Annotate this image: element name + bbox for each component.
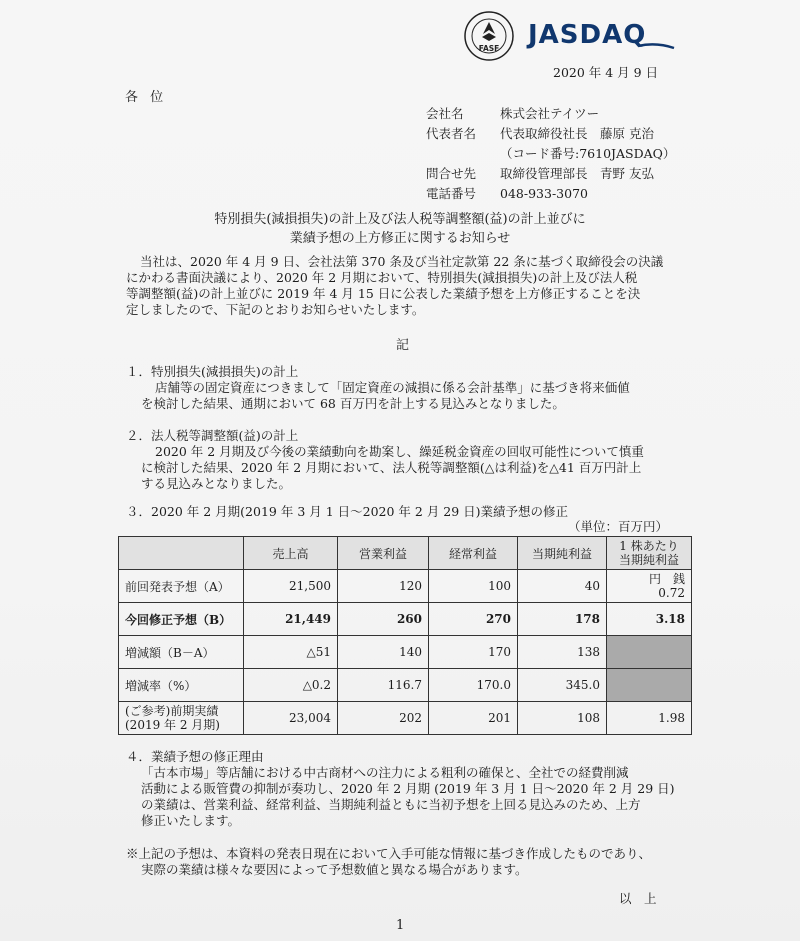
company-info-row <box>426 104 675 124</box>
table-cell: 345.0 <box>518 669 607 702</box>
row-label <box>119 702 244 735</box>
eps-unit: 円 銭 <box>648 572 685 586</box>
document-title-line2: 業績予想の上方修正に関するお知らせ <box>289 231 511 246</box>
table-cell: 21,449 <box>244 603 338 636</box>
table-header-row <box>119 537 692 570</box>
intro-line: 等調整額(益)の計上並びに 2019 年 4 月 15 日に公表した業績予想を上方修正することを決 <box>126 286 641 301</box>
section1-heading: １．特別損失(減損損失)の計上 <box>126 364 299 379</box>
fasf-logo-text: FASF <box>478 44 500 53</box>
note-line: 実際の業績は様々な要因によって予想数値と異なる場合があります。 <box>141 862 528 877</box>
info-value: （コード番号:7610JASDAQ） <box>500 146 676 161</box>
company-info-row <box>426 164 675 184</box>
row-label: 今回修正予想（B） <box>119 603 244 636</box>
section4-line: の業績は、営業利益、経常利益、当期純利益ともに当初予想を上回る見込みのため、上方 <box>141 797 641 812</box>
info-label: 会社名 <box>426 106 464 121</box>
table-cell: △51 <box>244 636 338 669</box>
info-value: 取締役管理部長 青野 友弘 <box>500 166 654 181</box>
note-line: ※上記の予想は、本資料の発表日現在において入手可能な情報に基づき作成したものであり、 <box>126 846 652 861</box>
company-info-row <box>426 144 675 164</box>
info-label: 問合せ先 <box>426 166 477 181</box>
table-cell: 1.98 <box>607 702 692 735</box>
intro-line: にかわる書面決議により、2020 年 2 月期において、特別損失(減損損失)の計上及び法人税 <box>126 270 638 285</box>
table-cell: 108 <box>518 702 607 735</box>
table-header-cell <box>119 537 244 570</box>
table-header-cell: 経常利益 <box>429 537 518 570</box>
table-row <box>119 603 692 636</box>
section4-heading: ４．業績予想の修正理由 <box>126 749 264 764</box>
ki-mark: 記 <box>396 338 410 353</box>
jasdaq-logo-text: JASDAQ <box>528 20 647 50</box>
intro-line: 当社は、2020 年 4 月 9 日、会社法第 370 条及び当社定款第 22 条に基づく取締役会の決議 <box>140 254 664 269</box>
section2-line: に検討した結果、2020 年 2 月期において、法人税等調整額(△は利益)を△41 百万円計上 <box>141 460 642 475</box>
section3-heading: ３．2020 年 2 月期(2019 年 3 月 1 日～2020 年 2 月 29 日)業績予想の修正 <box>126 504 569 519</box>
table-cell: 3.18 <box>607 603 692 636</box>
table-cell-shaded <box>607 636 692 669</box>
table-cell: 116.7 <box>338 669 429 702</box>
table-cell: 21,500 <box>244 570 338 603</box>
section2-heading: ２．法人税等調整額(益)の計上 <box>126 428 299 443</box>
info-value: 代表取締役社長 藤原 克治 <box>500 126 654 141</box>
table-cell: 170.0 <box>429 669 518 702</box>
page-number: 1 <box>396 918 405 933</box>
table-row <box>119 570 692 603</box>
info-label <box>426 144 500 164</box>
table-cell: 140 <box>338 636 429 669</box>
section1-line: 店舗等の固定資産につきまして「固定資産の減損に係る会計基準」に基づき将来価値 <box>155 380 630 395</box>
info-label: 代表者名 <box>426 126 477 141</box>
row-label: 増減額（B－A） <box>119 636 244 669</box>
document-date: 2020 年 4 月 9 日 <box>553 65 659 80</box>
jasdaq-logo <box>528 20 676 52</box>
table-cell: 201 <box>429 702 518 735</box>
forecast-table <box>118 536 692 735</box>
company-info <box>426 104 675 204</box>
table-header-eps-line2: 当期純利益 <box>618 553 679 567</box>
table-cell: 178 <box>518 603 607 636</box>
row-label-line2: (2019 年 2 月期) <box>125 718 220 732</box>
closing-mark: 以 上 <box>619 891 657 906</box>
table-header-eps-line1: 1 株あたり <box>619 539 679 553</box>
info-value: 048-933-3070 <box>500 186 588 201</box>
info-label: 電話番号 <box>426 186 477 201</box>
row-label: 前回発表予想（A） <box>119 570 244 603</box>
unit-label: （単位：百万円） <box>568 519 669 534</box>
table-row <box>119 636 692 669</box>
table-cell-eps <box>607 570 692 603</box>
table-header-cell <box>607 537 692 570</box>
intro-line: 定しましたので、下記のとおりお知らせいたします。 <box>126 302 425 317</box>
table-header-cell: 営業利益 <box>338 537 429 570</box>
section2-line: する見込みとなりました。 <box>141 476 292 491</box>
table-cell: 260 <box>338 603 429 636</box>
section4-line: 「古本市場」等店舗における中古商材への注力による粗利の確保と、全社での経費削減 <box>141 765 629 780</box>
fasf-logo <box>463 10 515 62</box>
table-cell: 40 <box>518 570 607 603</box>
section2-line: 2020 年 2 月期及び今後の業績動向を勘案し、繰延税金資産の回収可能性について慎重 <box>155 444 644 459</box>
table-header-cell: 当期純利益 <box>518 537 607 570</box>
table-row <box>119 669 692 702</box>
company-info-row <box>426 124 675 144</box>
table-row <box>119 702 692 735</box>
document-title-line1: 特別損失(減損損失)の計上及び法人税等調整額(益)の計上並びに <box>214 212 586 227</box>
table-cell: 138 <box>518 636 607 669</box>
eps-value: 0.72 <box>658 586 685 600</box>
addressee: 各 位 <box>125 90 168 105</box>
row-label-line1: (ご参考)前期実績 <box>125 704 219 718</box>
section4-line: 活動による販管費の抑制が奏功し、2020 年 2 月期 (2019 年 3 月 1 日～2020 年 2 月 29 日) <box>141 781 675 796</box>
table-header-cell: 売上高 <box>244 537 338 570</box>
company-info-row <box>426 184 675 204</box>
table-cell: 270 <box>429 603 518 636</box>
section1-line: を検討した結果、通期において 68 百万円を計上する見込みとなりました。 <box>141 396 565 411</box>
table-cell: 100 <box>429 570 518 603</box>
row-label: 増減率（%） <box>119 669 244 702</box>
table-cell: 120 <box>338 570 429 603</box>
table-cell: 170 <box>429 636 518 669</box>
table-cell: 202 <box>338 702 429 735</box>
table-cell: △0.2 <box>244 669 338 702</box>
info-value: 株式会社テイツー <box>500 106 600 121</box>
section4-line: 修正いたします。 <box>141 813 241 828</box>
table-cell: 23,004 <box>244 702 338 735</box>
table-cell-shaded <box>607 669 692 702</box>
